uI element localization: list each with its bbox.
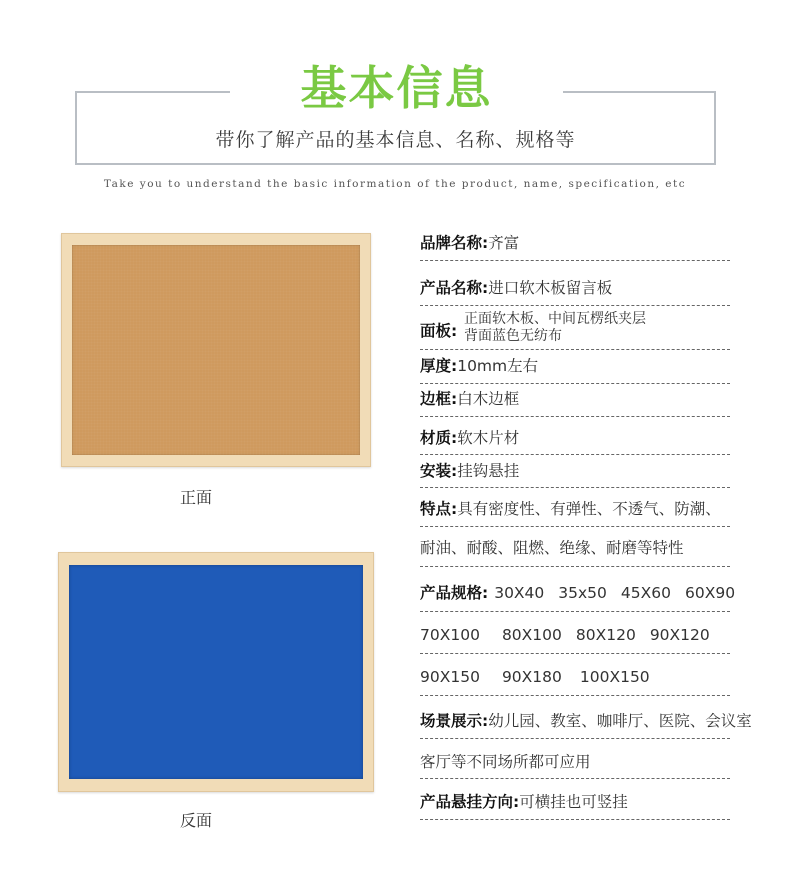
cork-surface — [72, 245, 360, 455]
info-row-panel — [420, 311, 730, 349]
front-caption: 正面 — [180, 488, 213, 507]
spec-size: 80X100 — [501, 626, 562, 644]
divider — [420, 260, 730, 261]
divider — [420, 738, 730, 739]
spec-size: 100X150 — [579, 668, 650, 686]
specs-label: 产品规格: — [420, 584, 489, 602]
spec-size: 30X40 — [494, 584, 545, 602]
info-row-scene — [420, 710, 752, 732]
spec-size: 45X60 — [620, 584, 671, 602]
divider — [420, 653, 730, 654]
spec-size: 80X120 — [575, 626, 636, 644]
header-frame-top-right — [563, 91, 716, 93]
spec-size: 90X180 — [501, 668, 562, 686]
panel-value-line2: 背面蓝色无纺布 — [464, 328, 562, 344]
blue-felt-surface — [69, 565, 363, 779]
info-row-material — [420, 427, 730, 449]
install-value: 挂钩悬挂 — [457, 462, 520, 480]
install-label: 安装: — [420, 462, 458, 480]
divider — [420, 416, 730, 417]
section-title: 基本信息 — [300, 61, 493, 115]
frame-label: 边框: — [420, 390, 458, 408]
info-row-hang — [420, 791, 730, 813]
features-label: 特点: — [420, 500, 458, 518]
brand-value: 齐富 — [488, 234, 520, 252]
divider — [420, 487, 730, 488]
cork-board-front-image — [61, 233, 371, 467]
header-frame-top-left — [75, 91, 230, 93]
spec-size: 35x50 — [558, 584, 607, 602]
info-row-frame — [420, 388, 730, 410]
frame-value: 白木边框 — [457, 390, 520, 408]
info-row-brand — [420, 232, 730, 254]
divider — [420, 611, 730, 612]
hang-label: 产品悬挂方向: — [420, 793, 520, 811]
features-line2-row — [420, 537, 730, 559]
panel-value-line1: 正面软木板、中间瓦楞纸夹层 — [464, 311, 646, 327]
scene-line2-row — [420, 751, 730, 773]
spec-size: 70X100 — [420, 626, 480, 644]
scene-value-line1: 幼儿园、教室、咖啡厅、医院、会议室 — [488, 712, 752, 730]
divider — [420, 819, 730, 820]
brand-label: 品牌名称: — [420, 234, 489, 252]
hang-value: 可横挂也可竖挂 — [519, 793, 628, 811]
section-tagline: Take you to understand the basic information of the product, name, specification, etc — [103, 178, 687, 190]
back-caption: 反面 — [180, 811, 213, 830]
thickness-value: 10mm左右 — [457, 357, 539, 375]
features-value-line1: 具有密度性、有弹性、不透气、防潮、 — [457, 500, 721, 518]
material-label: 材质: — [420, 429, 458, 447]
divider — [420, 566, 730, 567]
spec-size: 90X120 — [649, 626, 710, 644]
spec-size: 60X90 — [684, 584, 736, 602]
specs-row-3 — [420, 666, 730, 688]
divider — [420, 349, 730, 350]
scene-value-line2: 客厅等不同场所都可应用 — [420, 753, 591, 771]
info-row-product — [420, 277, 730, 299]
divider — [420, 454, 730, 455]
divider — [420, 695, 730, 696]
product-value: 进口软木板留言板 — [488, 279, 613, 297]
section-subtitle: 带你了解产品的基本信息、名称、规格等 — [215, 129, 576, 151]
panel-label: 面板: — [420, 322, 458, 340]
material-value: 软木片材 — [457, 429, 520, 447]
info-row-features — [420, 498, 730, 520]
thickness-label: 厚度: — [420, 357, 458, 375]
info-row-specs — [420, 582, 736, 604]
product-label: 产品名称: — [420, 279, 489, 297]
spec-size: 90X150 — [420, 668, 480, 686]
info-row-thickness — [420, 355, 730, 377]
divider — [420, 383, 730, 384]
features-value-line2: 耐油、耐酸、阻燃、绝缘、耐磨等特性 — [420, 539, 684, 557]
specs-row-2 — [420, 624, 730, 646]
cork-board-back-image — [58, 552, 374, 792]
info-row-install — [420, 460, 730, 482]
scene-label: 场景展示: — [420, 712, 489, 730]
divider — [420, 526, 730, 527]
divider — [420, 305, 730, 306]
divider — [420, 778, 730, 779]
